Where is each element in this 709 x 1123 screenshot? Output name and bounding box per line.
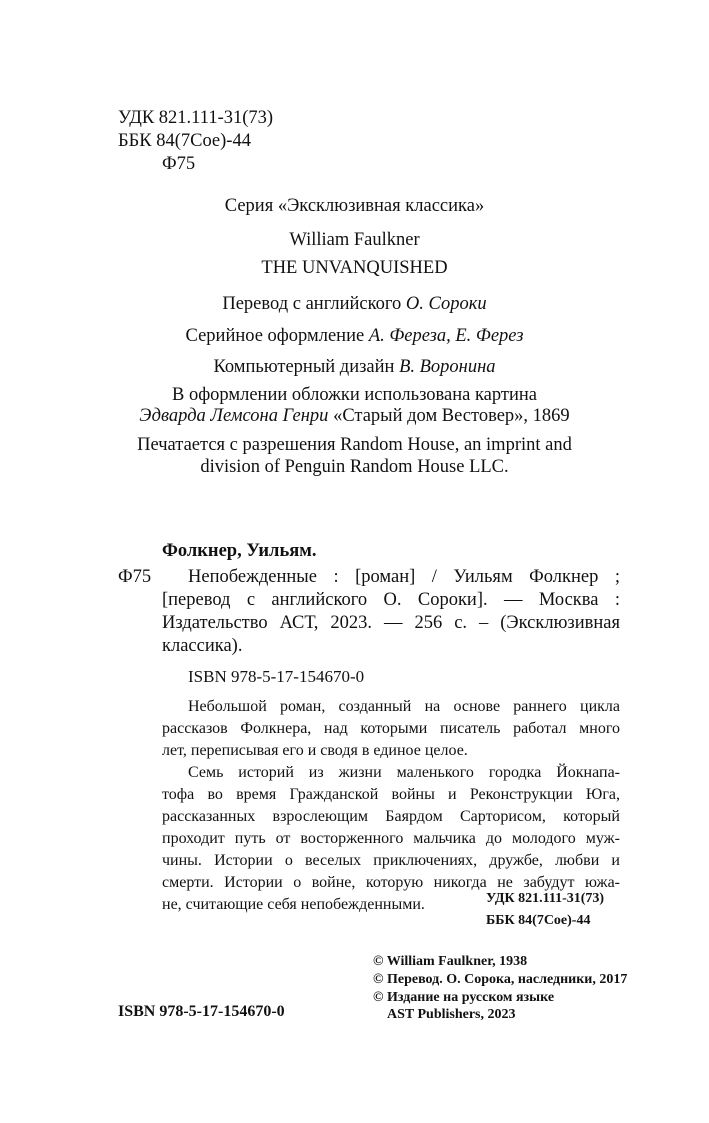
catalog-heading: Фолкнер, Уильям. [162, 541, 317, 561]
series-design-credit [0, 326, 709, 347]
original-title: THE UNVANQUISHED [261, 258, 448, 278]
udk-code: УДК 821.111-31(73) [118, 108, 274, 128]
permission-line-2: division of Penguin Random House LLC. [200, 457, 509, 477]
annotation-line-6: рассказанных взрослеющим Баярдом Сарторисом, который [162, 808, 620, 825]
annotation-line-5: тофа во время Гражданской войны и Реконструкции Юга, [162, 786, 620, 803]
catalog-desc-line-2: [перевод с английского О. Сороки]. — Москва : [162, 590, 620, 610]
cover-line-1: В оформлении обложки использована картина [171, 385, 537, 405]
footer-udk: УДК 821.111-31(73) [486, 891, 605, 906]
annotation-line-9: смерти. Истории о войне, которую никогда не забудут южа- [162, 874, 620, 891]
annotation-line-2: рассказов Фолкнера, над которыми писатель работал много [162, 720, 620, 737]
original-author: William Faulkner [289, 230, 420, 250]
series-line: Серия «Эксклюзивная классика» [224, 196, 485, 216]
annotation-line-7: проходит путь от восторженного мальчика до молодого муж- [162, 830, 620, 847]
computer-design-prefix: Компьютерный дизайн [213, 357, 400, 377]
annotation-line-8: чины. Истории о веселых приключениях, дружбе, любви и [162, 852, 620, 869]
computer-designer: В. Воронина [399, 357, 496, 377]
annotation-line-4: Семь историй из жизни маленького городка Йокнапа- [188, 764, 620, 781]
copyright-author: © William Faulkner, 1938 [373, 954, 528, 969]
cover-line-2 [0, 406, 709, 427]
series-designers: А. Фереза, Е. Ферез [368, 326, 524, 346]
author-mark: Ф75 [162, 154, 196, 174]
cover-painting: «Старый дом Вестовер», 1869 [328, 406, 570, 426]
bbk-code: ББК 84(7Сое)-44 [118, 131, 251, 151]
catalog-isbn: ISBN 978-5-17-154670-0 [188, 667, 365, 686]
translation-credit [0, 294, 709, 315]
catalog-desc-line-4: классика). [162, 636, 243, 656]
copyright-translation: © Перевод. О. Сорока, наследники, 2017 [373, 972, 628, 987]
computer-design-credit [0, 357, 709, 378]
catalog-desc-line-1: Непобежденные : [роман] / Уильям Фолкнер ; [188, 567, 620, 587]
annotation-line-10: не, считающие себя непобежденными. [162, 896, 425, 913]
footer-bbk: ББК 84(7Сое)-44 [486, 913, 591, 928]
annotation-line-3: лет, переписывая его и сводя в единое целое. [162, 742, 468, 759]
series-design-prefix: Серийное оформление [185, 326, 369, 346]
catalog-mark: Ф75 [118, 567, 152, 587]
annotation-line-1: Небольшой роман, созданный на основе раннего цикла [188, 698, 620, 715]
footer-isbn: ISBN 978-5-17-154670-0 [118, 1003, 285, 1020]
permission-line-1: Печатается с разрешения Random House, an imprint and [137, 435, 572, 455]
translator-name: О. Сороки [405, 294, 487, 314]
copyright-edition: © Издание на русском языке [373, 990, 555, 1005]
copyright-publisher: AST Publishers, 2023 [387, 1007, 516, 1022]
cover-artist: Эдварда Лемсона Генри [139, 406, 329, 426]
catalog-desc-line-3: Издательство АСТ, 2023. — 256 с. – (Эксклюзивная [162, 613, 620, 633]
translation-prefix: Перевод с английского [222, 294, 406, 314]
